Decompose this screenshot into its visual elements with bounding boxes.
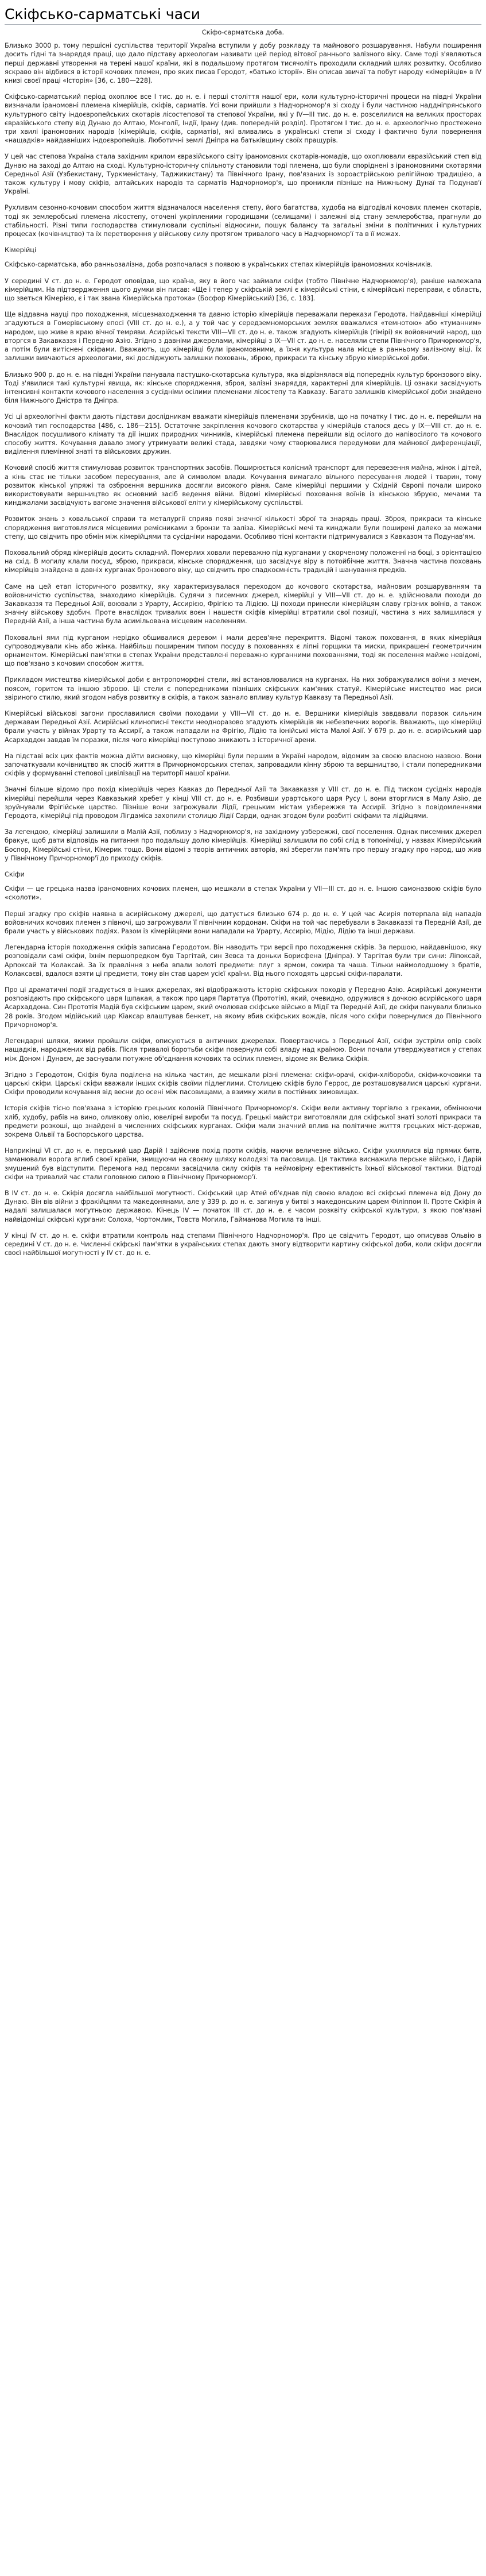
paragraph: Легендарна історія походження скіфів записана Геродотом. Він наводить три версії про походження скіфів. За першою, найдавнішою, яку розповідали самі скіфи, їхнім першопредком був Таргітай, син Зевса та доньки Борисфена (Дніпра). У Таргітая були три сини: Ліпоксай, Арпоксай та Колаксай. За їх правління з неба впали золоті предмети: плуг з ярмом, сокира та чаша. Тільки наймолодшому з братів, Колаксаєві, вдалося взяти ці предмети, тому він став царем усієї країни. Від нього походять царські скіфи-паралати.	[5, 944, 481, 978]
paragraph: Скiфсько-сарматський період охоплює все І тис. до н. е. і перші століття нашої ери, коли культурно-історичні процеси на півдні України визначали іраномовні племена кімерійців, скіфів, сарматів. Усі вони прийшли з Надчорномор'я зі сходу і були частиною наддніпрянського культурного світу індоєвропейських скотарів лісостепової та степової України, які у IV—III тис. до н. е. розселилися на великих просторах євразійського степу від Дунаю до Алтаю, Монголії, Індії, Ірану (див. попередній розділ). Протягом І тис. до н. е. археологічно простежено три хвилі іраномовних народів (кімерійців, скіфів, сарматів), які вливались в українські степи зі сходу і фактично були повернення «нащадків» найдавніших індоєвропейців. Люботичні землі Дніпра на батьківщину своїх пращурів.	[5, 93, 481, 145]
paragraph: У середині V ст. до н. е. Геродот оповідав, що країна, яку в його час займали скіфи (тобто Північне Надчорномор'я), раніше належала кімерійцям. На підтвердження цього думки він писав: «Ще і тепер у скіфській землі є кімерійські стіни, є кімерійські переправи, є область, що зветься Кімерією, є і так звана Кімерійська протока» (Босфор Кімерійський) [36, с. 183].	[5, 277, 481, 303]
paragraph: Кімерійські військові загони прославилися своїми походами у VIII—VII ст. до н. е. Вершники кімерійців завдавали поразок сильним державам Передньої Азії. Асирійські клинописні тексти неодноразово згадують кімерійців як небезпечних ворогів. Вважають, що кімерійці брали участь у війнах Урарту та Ассирії, а також нападали на Фрігію, Лідію та іонійські міста Малої Азії. У 679 р. до н. е. асирійський цар Асархаддон завдав їм поразки, після чого кімерійці поступово зникають з історичної арени.	[5, 710, 481, 744]
paragraph: В IV ст. до н. е. Скіфія досягла найбільшої могутності. Скіфський цар Атей об'єднав під своєю владою всі скіфські племена від Дону до Дунаю. Він вів війни з фракійцями та македонянами, але у 339 р. до н. е. загинув у битві з македонським царем Філіппом ІІ. Проте Скіфія й надалі залишалася могутньою державою. Кінець IV — початок III ст. до н. е. є часом розквіту скіфської культури, з якою пов'язані найвідоміші скіфські кургани: Солоха, Чортомлик, Товста Могила, Гайманова Могила та інші.	[5, 1189, 481, 1223]
section-heading-cimmerians: Кімерійці	[5, 246, 37, 254]
page-subtitle: Скiфо-сарматська доба.	[201, 29, 285, 36]
paragraph: Поховальні ями під курганом нерідко обшивалися деревом і мали дерев'яне перекриття. Відомі також поховання, в яких кімерійця супроводжували кінь або жінка. Найбільш поширеним типом посуду в похованнях є ліпні горщики та миски, прикрашені геометричним орнаментом. Кімерійські пам'ятки в степах України представлені переважно курганними похованнями, тоді як поселення майже невідомі, що пов'язано з кочовим способом життя.	[5, 634, 481, 668]
paragraph: Згідно з Геродотом, Скіфія була поділена на кілька частин, де мешкали різні племена: скіфи-орачі, скіфи-хлібороби, скіфи-кочовики та царські скіфи. Царські скіфи вважали інших скіфів своїми підлеглими. Столицею скіфів було Геррос, де розташовувалися царські кургани. Скіфи проводили кочування від весни до осені між пасовищами, а взимку жили в постійних зимовищах.	[5, 1071, 481, 1096]
paragraph: Про ці драматичні події згадується в інших джерелах, які відображають історію скіфських походів у Передню Азію. Асирійські документи розповідають про скіфського царя Ішпакая, а також про царя Партатуа (Прототія), який, очевидно, одружився з дочкою асирійського царя Асархаддона. Син Прототія Мадій був скіфським царем, який очолював скіфське військо в Мідії та Передній Азії, де скіфи панували близько 28 років. Згодом мідійський цар Кіаксар влаштував бенкет, на якому вбив скіфських вождів, після чого скіфи повернулися до Північного Причорномор'я.	[5, 986, 481, 1029]
paragraph: Близько 3000 р. тому першiсні суспiльства територiї Україна вступили у добу розкладу та майнового розшарування. Набули поширення досить гiдні та знаряддя праці, що дало підставу археологам називати цей період вітової раннього залізного віку. Саме тоді з'являються перші державні утворення на терені нашої країни, які в подальшому протягом тисячоліть проходили складний шлях розвитку. Особливо яскраво він відбився в історії кочових племен, про яких писав Геродот, «батько історії». Він описав звичаї та побут народу «кімерійців» в IV книзі своєї праці «Історія» [36, с. 180—228].	[5, 42, 481, 85]
paragraph: Скіфи — це грецька назва іраномовних кочових племен, що мешкали в степах України у VII—III ст. до н. е. Іншою самоназвою скіфів було «сколоти».	[5, 885, 481, 902]
paragraph: Перші згадку про скіфів наявна в асирійському джерелі, що датується близько 674 р. до н. е. У цей час Асирія потерпала від нападів войовничих кочових племен з півночі, що загрожували її північним кордонам. Скіфи на той час перебували в Закавказзі та Передній Азії, де брали участь у військових подіях. Разом із кімерійцями вони нападали на Урарту, Ассирію, Мідію, Лідію та інші держави.	[5, 910, 481, 936]
paragraph: Історія скіфів тісно пов'язана з історією грецьких колоній Північного Причорномор'я. Скіфи вели активну торгівлю з греками, обмінюючи хліб, худобу, рабів на вино, оливкову олію, ювелірні вироби та посуд. Грецькі майстри виготовляли для скіфської знаті золоті прикраси та предмети розкоші, що знайдені в численних скіфських курганах. Скіфи мали значний вплив на політичне життя грецьких міст-держав, зокрема Ольвії та Боспорського царства.	[5, 1104, 481, 1138]
paragraph: У цей час степова Україна стала західним крилом євразійського світу іраномовних скотарів-номадів, що охоплювали євразійський степ від Дунаю на заході до Алтаю на сході. Культурно-історичну спільноту становили тоді племена, що були споріднені з іраномовними скотарями Середньої Азії (Узбекистану, Туркменістану, Таджикистану) та Північного Ірану, пов'язаних із зороастрійською релігійною традицією, а також культуру і мову скіфів, алтайських народів та сарматів Надчорномор'я, що проникли пізніше на Нижньому Дунаї та Подунав'ї Україні.	[5, 153, 481, 196]
paragraph: Усі ці археологічні факти дають підстави дослідникам вважати кімерійців племенами зрубників, що на початку I тис. до н. е. перейшли на кочовий тип господарства [486, с. 186—215]. Остаточне закріплення кочового скотарства у кімерійців сталося десь у IX—VIII ст. до н. е. Внаслідок посушливого клімату та дії інших природних чинників, кімерійські племена перейшли від осілого до напівосілого та кочового способу життя. Кочування давало змогу утримувати великі стада, завдяки чому створювалися передумови для майнової диференціації, виділення племінної знаті та військових дружин.	[5, 413, 481, 456]
paragraph: Скіфсько-сарматська, або ранньозалізна, доба розпочалася з появою в українських степах кімерійців іраномовних кочівників.	[5, 261, 433, 269]
page-title: Скiфсько-сарматськi часи	[5, 6, 481, 25]
paragraph: За легендою, кімерійці залишили в Малій Азії, поблизу з Надчорномор'я, на західному узбережжі, свої поселення. Однак писемних джерел бракує, щоб дати відповідь на питання про подальшу долю кімерійців. Кімерійці залишили по собі слід в топоніміці, у назвах Кімерійський Боспор, Кімерійські стіни, Кімерик тощо. Вони відомі з творів античних авторів, які зберегли пам'ять про першу згадку про народ, що жив у Північному Причорномор'ї до приходу скіфів.	[5, 828, 481, 862]
paragraph: Значні більше відомо про похід кімерійців через Кавказ до Передньої Азії та Закавказзя у VIII ст. до н. е. Під тиском сусідніх народів кімерійці перейшли через Кавказький хребет у кінці VIII ст. до н. е. Розбивши урартського царя Русу І, вони вторглися в Малу Азію, де зруйнували Фрігійське царство. Пізніше вони загрожували Лідії, грецьким містам узбережжя та Ассирії. Згідно з повідомленнями Геродота, кімерійці під проводом Лігдаміса захопили столицю Лідії Сарди, однак згодом були розбиті скіфами та лідійцями.	[5, 786, 481, 820]
paragraph: Наприкінці VI ст. до н. е. перський цар Дарій І здійснив похід проти скіфів, маючи величезне військо. Скіфи ухилялися від прямих битв, заманювали ворога вглиб своєї країни, знищуючи на своєму шляху колодязі та пасовища. Ця тактика виснажила перське військо, і Дарій змушений був відступити. Перемога над персами засвідчила силу скіфів та неймовірну ефективність їхньої військової тактики. Відтоді скіфи на тривалий час стали головною силою в Північному Причорномор'ї.	[5, 1147, 481, 1181]
paragraph: Поховальний обряд кімерійців досить складний. Померлих ховали переважно під курганами у скорченому положенні на боці, з орієнтацією на схід. В могилу клали посуд, зброю, прикраси, кінське спорядження, що засвідчує віру в потойбічне життя. Значна частина поховань кімерійців знайдена в давніх курганах бронзового віку, що свідчить про спадкоємність традицій і шанування предків.	[5, 549, 481, 574]
paragraph: Прикладом мистецтва кімерійської доби є антропоморфні стели, які встановлювалися на курганах. На них зображувалися воїни з мечем, поясом, горитом та іншою зброєю. Ці стели є попередниками пізніших скіфських кам'яних статуй. Кімерійське мистецтво має риси звіриного стилю, який згодом набув розвитку в скіфів, а також зазнало впливу культур Кавказу та Передньої Азії.	[5, 676, 481, 701]
paragraph: Розвиток знань з ковальської справи та металургії сприяв появі значної кількості зброї та знарядь праці. Зброя, прикраси та кінське спорядження виготовлялися місцевими ремісниками з бронзи та заліза. Кімерійські мечі та кинджали були поширені далеко за межами степу, що свідчить про обмін між кімерійцями та сусідніми народами. Особливо тісні контакти підтримувалися з Кавказом та Подунав'ям.	[5, 515, 481, 540]
paragraph: Кочовий спосіб життя стимулював розвиток транспортних засобів. Поширюється колісний транспорт для перевезення майна, жінок і дітей, а кінь стає не тільки засобом пересування, але й символом влади. Кочування вимагало вільного пересування людей і тварин, тому розвиток кінської упряжі та озброєння вершника досягли високого рівня. Саме кімерійці першими у Східній Європі почали широко використовувати вершництво як основний засіб ведення війни. Відомі кімерійські поховання воїнів із кінською збруєю, мечами та кинджалами засвідчують вагоме значення військової еліти у кімерійському суспільстві.	[5, 464, 481, 507]
paragraph: Саме на цей етап історичного розвитку, яку характеризувалася переходом до кочового скотарства, майновим розшаруванням та войовничістю суспільства, знаходимо кімерійців. Судячи з писемних джерел, кімерійці у VIII—VII ст. до н. е. здійснювали походи до Закавказзя та Передньої Азії, воювали з Урарту, Ассирією, Фрігією та Лідією. Ці походи принесли кімерійцям славу грізних воїнів, а також значну військову здобич. Проте внаслідок тривалих воєн і нашестя скіфів кімерійці втратили свої позиції, частина з них залишилася у Передній Азії, а інша частина була асимільована місцевим населенням.	[5, 582, 481, 625]
paragraph: Ще віддавна науці про походження, місцезнаходження та давню історію кімерійців переважали перекази Геродота. Найдавніші кімерійці згадуються в Гомерівському епосі (VIII ст. до н. е.), а у той час у середземноморських землях вважалися «темнотою» або «туманним» народом, що живе в краю вічної темряви. Асирійські тексти VIII—VII ст. до н. е. також згадують кімерійців (гімірі) як войовничий народ, що вторгся в Закавказзя і Передню Азію. Згідно з давніми джерелами, кімерійці з IX—VII ст. до н. е. населяли степи Північного Причорномор'я, а потім були витіснені скіфами. Вважають, що кімерійці були іраномовними, а їхня культура мала місце в ранньому залізному віці. Їх залишки вивчаються археологами, які досліджують залишки поховань, зброю, прикраси та кінську збрую кімерійської доби.	[5, 311, 481, 362]
paragraph: Рухливим сезонно-кочовим способом життя відзначалося населення степу, його багатства, худоба на відгодівлі кочових племен скотарів, тоді як землеробські племена лісостепу, оточені укріпленими городищами (селищами) і залежні від стану землеробства, прагнули до стабільності. Різні типи господарства стимулювали суспільні відносини, пошук балансу та загальні зміни в політичних і культурних процесах (кочівництво) та їх перетворення у військову силу протягом тривалого часу в Надчорномор'ї та в її межах.	[5, 204, 481, 238]
article	[0, 0, 486, 1257]
section-heading-scythians: Скіфи	[5, 871, 25, 879]
paragraph: Близько 900 р. до н. е. на півдні України панувала пастушко-скотарська культура, яка відрізнялася від попередніх культур бронзового віку. Тоді з'явилися такі культурні явища, як: кінське спорядження, зброя, залізні знаряддя, характерні для кімерійців. Ці ознаки засвідчують інтенсивні контакти кочового населення з сусідніми осілими племенами лісостепу та Кавказу. Багато залишків кімерійської доби знайдено біля Нижнього Дністра та Дніпра.	[5, 370, 481, 405]
paragraph: У кінці IV ст. до н. е. скіфи втратили контроль над степами Північного Надчорномор'я. Про це свідчить Геродот, що описував Ольвію в середині V ст. до н. е. Численні скіфські пам'ятки в українських степах дають змогу відтворити картину скіфської доби, коли скіфи досягли своєї найбільшої могутності у IV ст. до н. е.	[5, 1231, 481, 1257]
paragraph: На підставі всіх цих фактів можна дійти висновку, що кімерійці були першим в Україні народом, відомим за своєю власною назвою. Вони започаткували кочівництво як спосіб життя в Причорноморських степах, запровадили кінну зброю та вершництво, і стали попередниками скіфів у формуванні степової цивілізації на території нашої країни.	[5, 752, 481, 778]
paragraph: Легендарні шляхи, якими пройшли скіфи, описуються в античних джерелах. Повертаючись з Передньої Азії, скіфи зустріли опір своїх нащадків, народжених від рабів. Після тривалої боротьби скіфи повернули собі владу над країною. Вони почали утверджуватися у степах між Доном і Дунаєм, де заснували потужне об'єднання кочових та осілих племен, відоме як Велика Скіфія.	[5, 1037, 481, 1063]
